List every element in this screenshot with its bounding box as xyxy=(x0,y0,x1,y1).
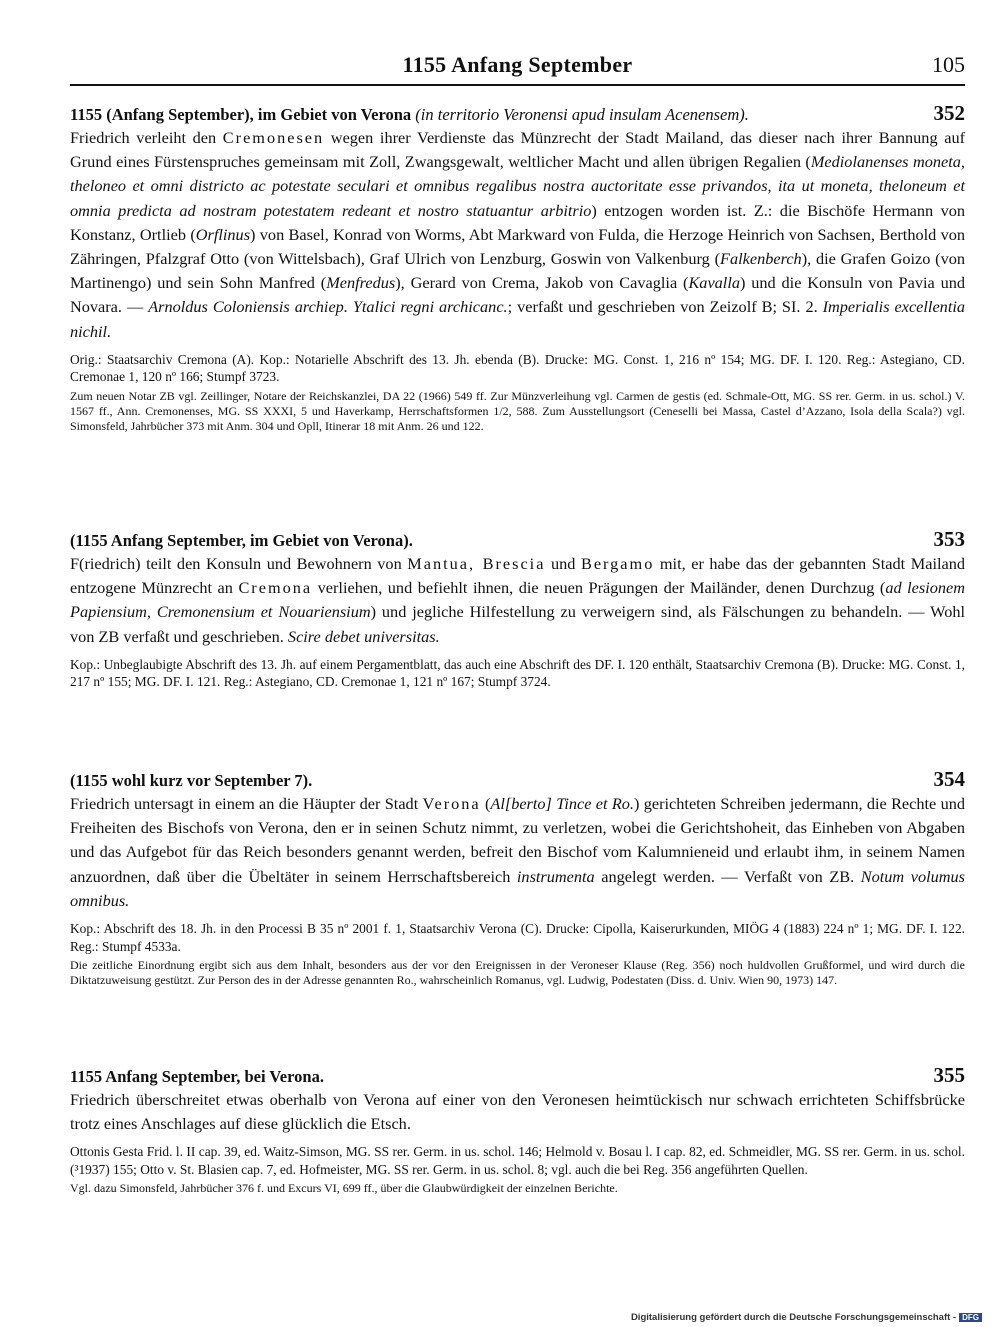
entry-number: 355 xyxy=(933,1063,965,1087)
body-text: F(riedrich) teilt den Konsuln und Bewohnern von xyxy=(70,554,408,573)
body-incipit: Imperialis excellentia nichil. xyxy=(70,297,966,341)
entry-sources: Kop.: Unbeglaubigte Abschrift des 13. Jh. auf einem Pergamentblatt, das auch eine Abschrift des DF. I. 120 enthält, Staatsarchiv Cremona (B). Drucke: MG. Const. 1, 217 nº 155; MG. DF. I. 121. Reg.: Astegiano, CD. Cremonae 1, 121 nº 167; Stumpf 3724. xyxy=(70,656,965,690)
entry-sources: Orig.: Staatsarchiv Cremona (A). Kop.: Notarielle Abschrift des 13. Jh. ebenda (B). Drucke: MG. Const. 1, 216 nº 154; MG. DF. I. 120. Reg.: Astegiano, CD. Cremonae 1, 120 nº 166; Stumpf 3723. xyxy=(70,351,965,385)
body-text: angelegt werden. — Verfaßt von ZB. xyxy=(594,866,861,886)
body-latin-name: Kavalla xyxy=(688,273,740,293)
entry-notes: Zum neuen Notar ZB vgl. Zeillinger, Notare der Reichskanzlei, DA 22 (1966) 549 ff. Zur Münzverleihung vgl. Carmen de gestis (ed. Schmale-Ott, MG. SS rer. Germ. in us. schol.) V. 1567 ff., Ann. Cremonenses, MG. SS XXXI, 5 und Haverkamp, Herrschaftsformen 1/2, 588. Zum Ausstellungsort (Ceneselli bei Massa, Castel d’Azzano, Isola della Scala?) vgl. Simonsfeld, Jahrbücher 373 mit Anm. 304 und Opll, Itinerar 18 mit Anm. 26 und 122. xyxy=(70,388,965,434)
body-text: ) und die Konsuln von Pavia und Novara. — xyxy=(70,273,965,317)
body-text: ), die Grafen Goizo (von Martinengo) und sein Sohn Manfred ( xyxy=(70,249,965,293)
body-latin-recognition: Arnoldus Coloniensis archiep. Ytalici regni archicanc. xyxy=(148,297,508,317)
body-spaced-name: Verona xyxy=(422,794,481,813)
entry-heading xyxy=(70,767,965,792)
entry-notes: Vgl. dazu Simonsfeld, Jahrbücher 376 f. und Excurs VI, 699 ff., über die Glaubwürdigkeit der einzelnen Berichte. xyxy=(70,1181,618,1196)
entry-number: 352 xyxy=(933,101,965,125)
body-text: Friedrich überschreitet etwas oberhalb von Verona auf einer von den Veronesen heimtückisch nur schwach errichteten Schiffsbrücke trotz eines Anschlages auf diese glücklich die Etsch. xyxy=(70,1090,965,1134)
entry-date-place: 1155 Anfang September, bei Verona. xyxy=(70,1067,324,1086)
body-latin-name: Orflinus xyxy=(195,224,251,244)
body-text: mit, er habe das der gebannten Stadt Mailand entzogene Münzrecht an xyxy=(70,554,965,598)
body-text: ) und jegliche Hilfestellung zu verweigern sind, als Fälschungen zu behandeln. — Wohl von ZB verfaßt und geschrieben. xyxy=(70,602,965,646)
body-latin-name: Menfredus xyxy=(326,273,396,293)
body-spaced-name: Bergamo xyxy=(580,554,655,573)
entry-body xyxy=(70,126,965,344)
body-spaced-name: Cremonesen xyxy=(222,128,325,147)
body-text: und xyxy=(545,554,581,573)
regest-entry-352 xyxy=(70,101,966,434)
page-number: 105 xyxy=(932,52,965,77)
entry-heading xyxy=(70,1063,965,1088)
entry-sources: Ottonis Gesta Frid. l. II cap. 39, ed. Waitz-Simson, MG. SS rer. Germ. in us. schol. 146; Helmold v. Bosau l. I cap. 82, ed. Schmeidler, MG. SS rer. Germ. in us. schol. (³1937) 155; Otto v. St. Blasien cap. 7, ed. Hofmeister, MG. SS rer. Germ. in us. schol. 8; vgl. auch die bei Reg. 356 angeführten Quellen. xyxy=(70,1144,965,1177)
funding-footer xyxy=(631,1312,982,1323)
body-latin-name: Falkenberch xyxy=(720,249,802,269)
running-head xyxy=(70,50,965,86)
body-text: ) entzogen worden ist. Z.: die Bischöfe Hermann von Konstanz, Ortlieb ( xyxy=(70,200,966,244)
regest-entry-354 xyxy=(70,767,966,988)
body-latin-quote: ad lesionem Papiensium, Cremonensium et Nouariensium xyxy=(70,578,965,622)
entry-number: 353 xyxy=(933,527,965,551)
entry-notes: Die zeitliche Einordnung ergibt sich aus dem Inhalt, besonders aus der vor den Ereignissen in der Veroneser Klause (Reg. 356) noch huldvollen Grußformel, und wird durch die Diktatzuweisung gestützt. Zur Person des in der Adresse genannten Ro., wahrscheinlich Romanus, vgl. Ludwig, Podestaten (Diss. d. Univ. Wien 90, 1973) 147. xyxy=(70,958,965,988)
body-latin-term: instrumenta xyxy=(516,866,595,886)
entry-sources: Kop.: Abschrift des 18. Jh. in den Processi B 35 nº 2001 f. 1, Staatsarchiv Verona (C). Drucke: Cipolla, Kaiserurkunden, MIÖG 4 (1883) 224 nº 1; MG. DF. I. 122. Reg.: Stumpf 4533a. xyxy=(70,921,965,954)
footer-text: Digitalisierung gefördert durch die Deutsche Forschungsgemeinschaft - xyxy=(630,1312,957,1323)
entry-date-place: (1155 wohl kurz vor September 7). xyxy=(70,771,313,790)
entry-body xyxy=(70,552,965,649)
dfg-logo-icon: DFG xyxy=(959,1313,982,1322)
body-text: ( xyxy=(480,794,491,813)
entry-heading xyxy=(70,101,965,126)
entry-body xyxy=(70,792,965,913)
body-latin-quote: Mediolanenses moneta, theloneo et omni districto ac potestate seculari et omnibus regalibus nostra auctoritate esse privandos, ita ut moneta, theloneum et omnia predicta ad nostram potestatem redeant et nostro statuantur arbitrio xyxy=(70,152,965,220)
body-spaced-name: Cremona xyxy=(238,578,313,598)
body-text: Friedrich untersagt in einem an die Häupter der Stadt xyxy=(70,794,423,813)
body-incipit: Notum volumus omnibus. xyxy=(70,866,965,910)
body-text: Friedrich verleiht den xyxy=(70,128,223,147)
body-text: ; verfaßt und geschrieben von Zeizolf B; SI. 2. xyxy=(507,297,823,317)
body-text: ) von Basel, Konrad von Worms, Abt Markward von Fulda, die Herzoge Heinrich von Sachsen, Berthold von Zähringen, Pfalzgraf Otto (von Wittelsbach), Graf Ulrich von Lenzburg, Goswin von Valkenburg ( xyxy=(70,224,965,269)
entry-heading xyxy=(70,527,965,552)
body-latin-address: Al[berto] Tince et Ro. xyxy=(490,794,635,813)
body-text: verliehen, und befiehlt ihnen, die neuen Prägungen der Mailänder, denen Durchzug ( xyxy=(312,578,886,598)
regest-entry-355 xyxy=(70,1063,965,1197)
body-text: ) gerichteten Schreiben jedermann, die Rechte und Freiheiten des Bischofs von Verona, den er in seinen Schutz nimmt, zu verletzen, wobei die Gerichtshoheit, das Einheben von Abgaben und das Aufgebot für das Reich besonders genannt werden, befreit den Bischof vom Kalumnieneid und erlaubt ihm, in seinem Namen anzuordnen, daß über die Übeltäter in seinem Herrschaftsbereich xyxy=(70,794,966,886)
running-head-title: 1155 Anfang September xyxy=(402,52,633,77)
regest-entry-353 xyxy=(70,527,965,691)
body-text: ), Gerard von Crema, Jakob von Cavaglia ( xyxy=(395,273,689,293)
entry-body xyxy=(70,1088,965,1136)
entry-date-place: 1155 (Anfang September), im Gebiet von Verona xyxy=(70,105,412,124)
body-text: wegen ihrer Verdienste das Münzrecht der Stadt Mailand, das dieser nach ihrer Bannung auf Grund eines Fürstenspruches gemeinsam mit Zoll, Zwangsgewalt, weltlicher Macht und allen übrigen Regalien ( xyxy=(70,128,966,172)
body-spaced-name: Mantua, Brescia xyxy=(407,554,546,573)
body-incipit: Scire debet universitas. xyxy=(287,626,440,646)
entry-date-place: (1155 Anfang September, im Gebiet von Verona). xyxy=(70,531,413,550)
entry-number: 354 xyxy=(933,767,965,791)
entry-place-latin: (in territorio Veronensi apud insulam Acenensem). xyxy=(415,105,749,124)
